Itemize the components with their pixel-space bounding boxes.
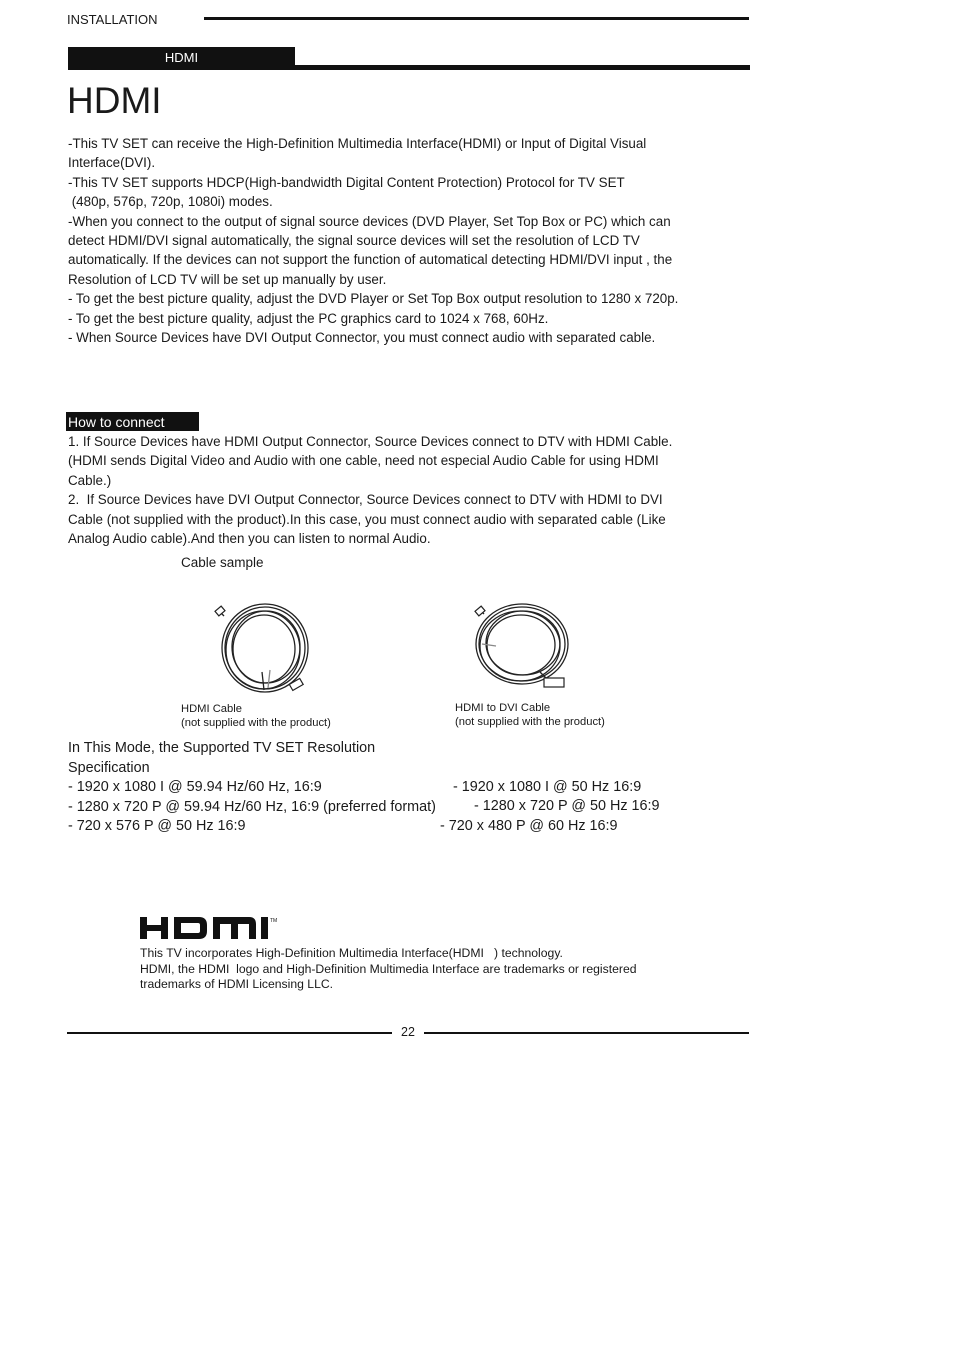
dvi-cable-name: HDMI to DVI Cable [455,702,551,714]
hdmi-cable-illustration [210,598,320,698]
notice-line: HDMI, the HDMI logo and High-Definition Multimedia Interface are trademarks or registered [140,961,637,976]
spec-right-item: - 1920 x 1080 I @ 50 Hz 16:9 [453,779,642,795]
spec-right-item: - 1280 x 720 P @ 50 Hz 16:9 [474,798,660,814]
connect-line: Cable (not supplied with the product).In this case, you must connect audio with separated cable (Like [68,511,666,527]
intro-line: - To get the best picture quality, adjust the PC graphics card to 1024 x 768, 60Hz. [68,310,549,326]
tab-rule-under [68,67,295,70]
dvi-cable-illustration [470,600,580,695]
cable-sample-label: Cable sample [181,555,264,570]
section-tab: HDMI [68,47,295,67]
intro-line: - To get the best picture quality, adjust the DVD Player or Set Top Box output resolution to 1280 x 720p. [68,291,679,307]
intro-line: -This TV SET supports HDCP(High-bandwidth Digital Content Protection) Protocol for TV SET [68,174,625,190]
spec-right-item: - 720 x 480 P @ 60 Hz 16:9 [440,818,618,834]
intro-line: -When you connect to the output of signal source devices (DVD Player, Set Top Box or PC) which can [68,213,671,229]
connect-line: Cable.) [68,472,112,488]
trademark-notice [140,946,637,993]
intro-line: Resolution of LCD TV will be set up manually by user. [68,271,387,287]
section-label: INSTALLATION [67,12,158,27]
notice-line: This TV incorporates High-Definition Multimedia Interface(HDMI ) technology. [140,946,563,960]
intro-line: detect HDMI/DVI signal automatically, the signal source devices will set the resolution of LCD TV [68,233,640,249]
hdmi-cable-note: (not supplied with the product) [181,717,331,729]
connect-line: (HDMI sends Digital Video and Audio with one cable, need not especial Audio Cable for using HDMI [68,453,659,469]
intro-line: -This TV SET can receive the High-Definition Multimedia Interface(HDMI) or Input of Digital Visual [68,136,647,151]
tab-rule [295,65,750,70]
connect-line: 1. If Source Devices have HDMI Output Connector, Source Devices connect to DTV with HDMI Cable. [68,434,673,449]
intro-line: automatically. If the devices can not support the function of automatical detecting HDMI/DVI input , the [68,252,673,268]
dvi-cable-caption [455,701,605,729]
hdmi-cable-name: HDMI Cable [181,703,242,715]
intro-line: - When Source Devices have DVI Output Connector, you must connect audio with separated cable. [68,330,656,346]
notice-line: trademarks of HDMI Licensing LLC. [140,977,334,991]
spec-left-item: - 720 x 576 P @ 50 Hz 16:9 [68,818,246,834]
page-title: HDMI [67,80,162,121]
footer-rule-right [424,1032,749,1034]
footer-rule-left [67,1032,392,1034]
page-number: 22 [401,1025,415,1039]
trademark-symbol: TM [270,918,278,924]
resolution-spec [68,739,436,837]
how-to-connect-text [68,432,708,548]
intro-line: Interface(DVI). [68,155,156,171]
intro-text [68,134,708,347]
dvi-cable-note: (not supplied with the product) [455,716,605,728]
spec-left-item: - 1920 x 1080 I @ 59.94 Hz/60 Hz, 16:9 [68,779,322,795]
hdmi-cable-caption [181,702,331,730]
intro-line: (480p, 576p, 720p, 1080i) modes. [68,194,273,210]
connect-line: Analog Audio cable).And then you can listen to normal Audio. [68,531,431,547]
spec-heading: Specification [68,759,150,776]
hdmi-logo [139,914,279,942]
spec-left-item: - 1280 x 720 P @ 59.94 Hz/60 Hz, 16:9 (preferred format) [68,798,436,815]
header-rule [204,17,749,20]
spec-heading: In This Mode, the Supported TV SET Resolution [68,740,376,756]
how-to-connect-heading: How to connect [66,412,199,431]
connect-line: 2. If Source Devices have DVI Output Connector, Source Devices connect to DTV with HDMI to DVI [68,492,663,508]
